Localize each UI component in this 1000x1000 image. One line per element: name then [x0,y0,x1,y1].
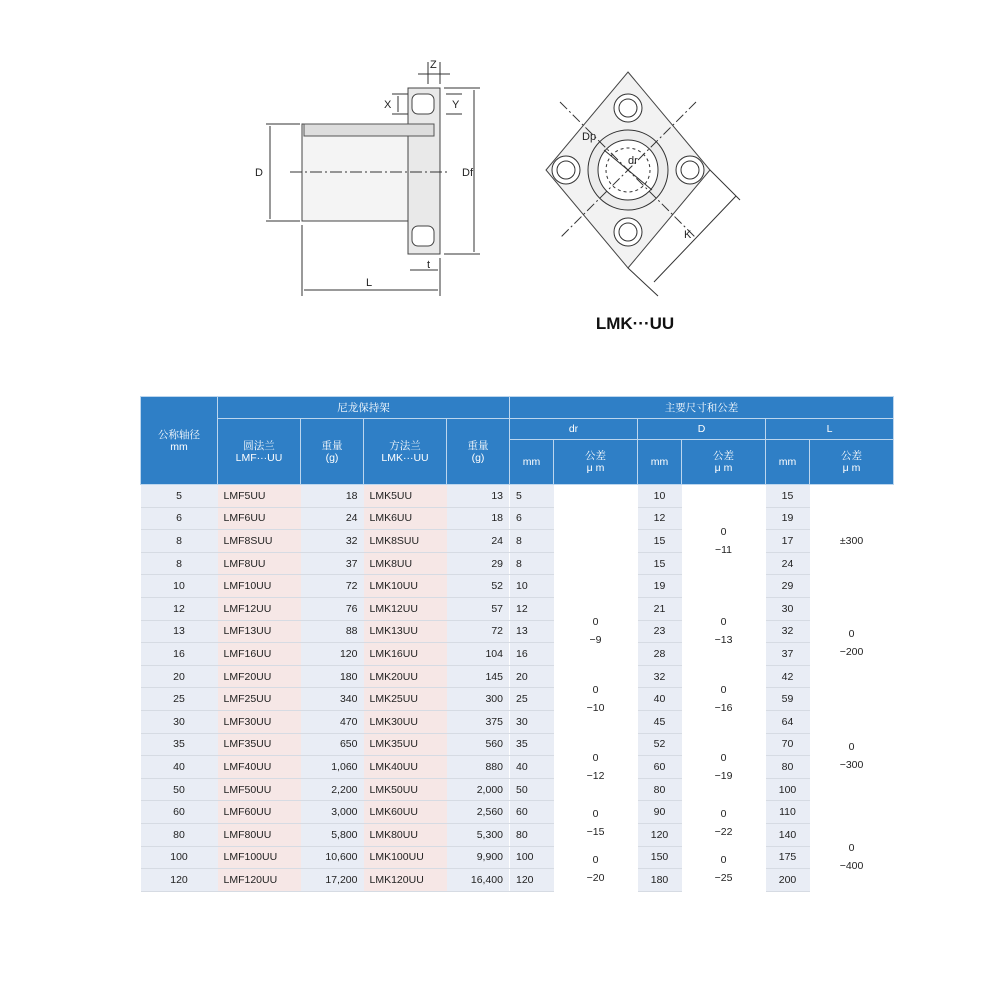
table-row [141,710,894,733]
D-mm-cell: 23 [638,620,682,643]
lmf-model-cell: LMF13UU [218,620,301,643]
D-tolerance-upper: 0 [720,526,727,539]
D-mm-cell: 19 [638,575,682,598]
header-dr: dr [510,419,638,440]
D-tolerance-upper: 0 [720,684,727,697]
front-view [546,72,740,296]
D-tolerance-cell [682,846,766,891]
D-tolerance-upper: 0 [720,751,727,764]
header-L-mm: mm [766,440,810,485]
dr-mm-cell: 35 [510,733,554,756]
lmf-weight-cell: 72 [301,575,364,598]
L-mm-cell: 19 [766,507,810,530]
shaft-diameter-cell: 50 [141,778,218,801]
lmf-weight-cell: 650 [301,733,364,756]
lmf-weight-cell: 5,800 [301,823,364,846]
L-mm-cell: 59 [766,688,810,711]
lmk-weight-cell: 29 [447,552,510,575]
lmf-model-cell: LMF30UU [218,710,301,733]
lmf-model-cell: LMF16UU [218,643,301,666]
shaft-diameter-cell: 120 [141,869,218,892]
lmk-model-cell: LMK50UU [364,778,447,801]
shaft-diameter-cell: 16 [141,643,218,666]
header-L: L [766,419,894,440]
dr-tolerance-cell [554,733,638,801]
header-nylon-cage: 尼龙保持架 [218,397,510,419]
lmk-model-cell: LMK120UU [364,869,447,892]
dr-mm-cell: 6 [510,507,554,530]
lmk-model-cell: LMK80UU [364,823,447,846]
header-round-flange: 圆法兰 LMF···UU [218,419,301,485]
D-tolerance-upper: 0 [720,808,727,821]
table-row [141,620,894,643]
lmk-weight-cell: 72 [447,620,510,643]
L-mm-cell: 37 [766,643,810,666]
L-mm-cell: 200 [766,869,810,892]
L-mm-cell: 110 [766,801,810,824]
D-tolerance-lower: −16 [714,702,733,715]
L-tolerance-upper: 0 [848,627,855,640]
dr-tolerance-lower: −12 [586,769,605,782]
dr-mm-cell: 80 [510,823,554,846]
dr-tolerance-cell [554,801,638,846]
D-mm-cell: 15 [638,552,682,575]
D-mm-cell: 45 [638,710,682,733]
drawing-caption: LMK···UU [595,314,675,333]
D-mm-cell: 80 [638,778,682,801]
shaft-diameter-cell: 10 [141,575,218,598]
D-mm-cell: 15 [638,530,682,553]
L-tolerance-cell [810,823,894,891]
shaft-diameter-cell: 13 [141,620,218,643]
table-row [141,823,894,846]
lmf-weight-cell: 10,600 [301,846,364,869]
L-tolerance-cell [810,485,894,598]
table-row [141,507,894,530]
lmk-model-cell: LMK20UU [364,665,447,688]
lmf-model-cell: LMF20UU [218,665,301,688]
header-nominal-shaft: 公称轴径 mm [141,397,218,485]
D-tolerance-cell [682,485,766,598]
L-tolerance-cell [810,597,894,687]
L-mm-cell: 42 [766,665,810,688]
D-mm-cell: 120 [638,823,682,846]
shaft-diameter-cell: 6 [141,507,218,530]
shaft-diameter-cell: 20 [141,665,218,688]
L-tolerance-upper: 0 [848,842,855,855]
lmk-model-cell: LMK6UU [364,507,447,530]
dr-tolerance-upper: 0 [592,616,599,629]
lmf-weight-cell: 17,200 [301,869,364,892]
header-D-tol: 公差 μ m [682,440,766,485]
lmf-weight-cell: 18 [301,485,364,508]
lmk-weight-cell: 880 [447,756,510,779]
shaft-diameter-cell: 40 [141,756,218,779]
dr-mm-cell: 8 [510,552,554,575]
dr-mm-cell: 120 [510,869,554,892]
lmf-weight-cell: 1,060 [301,756,364,779]
lmf-weight-cell: 120 [301,643,364,666]
D-tolerance-upper: 0 [720,853,727,866]
header-D-mm: mm [638,440,682,485]
dr-mm-cell: 10 [510,575,554,598]
lmf-weight-cell: 3,000 [301,801,364,824]
lmf-model-cell: LMF10UU [218,575,301,598]
D-tolerance-cell [682,597,766,665]
dr-mm-cell: 5 [510,485,554,508]
L-mm-cell: 140 [766,823,810,846]
L-mm-cell: 32 [766,620,810,643]
shaft-diameter-cell: 5 [141,485,218,508]
dr-mm-cell: 60 [510,801,554,824]
D-mm-cell: 32 [638,665,682,688]
D-mm-cell: 12 [638,507,682,530]
L-tolerance-lower: −400 [839,860,864,873]
label-k: K [684,229,692,241]
table-row [141,665,894,688]
lmf-weight-cell: 76 [301,597,364,620]
L-mm-cell: 70 [766,733,810,756]
lmk-model-cell: LMK60UU [364,801,447,824]
table-row [141,778,894,801]
shaft-diameter-cell: 8 [141,552,218,575]
dr-tolerance-lower: −20 [586,871,605,884]
D-mm-cell: 150 [638,846,682,869]
shaft-diameter-cell: 80 [141,823,218,846]
lmf-weight-cell: 470 [301,710,364,733]
lmf-model-cell: LMF60UU [218,801,301,824]
lmf-model-cell: LMF5UU [218,485,301,508]
table-row [141,575,894,598]
D-mm-cell: 60 [638,756,682,779]
label-d: D [255,167,263,179]
lmk-weight-cell: 24 [447,530,510,553]
lmf-weight-cell: 88 [301,620,364,643]
L-tolerance-cell [810,688,894,824]
lmk-model-cell: LMK8UU [364,552,447,575]
dr-mm-cell: 13 [510,620,554,643]
D-tolerance-cell [682,801,766,846]
D-mm-cell: 21 [638,597,682,620]
lmf-weight-cell: 340 [301,688,364,711]
label-t: t [427,259,431,271]
dr-mm-cell: 8 [510,530,554,553]
D-tolerance-lower: −13 [714,634,733,647]
header-weight-lmk: 重量 (g) [447,419,510,485]
dr-mm-cell: 12 [510,597,554,620]
shaft-diameter-cell: 60 [141,801,218,824]
dr-tolerance-cell [554,665,638,733]
lmk-weight-cell: 9,900 [447,846,510,869]
lmk-weight-cell: 2,560 [447,801,510,824]
table-row [141,756,894,779]
dr-mm-cell: 30 [510,710,554,733]
D-tolerance-lower: −22 [714,826,733,839]
header-D: D [638,419,766,440]
lmf-weight-cell: 2,200 [301,778,364,801]
technical-drawing [0,0,1000,360]
label-x: X [384,99,392,111]
lmf-weight-cell: 37 [301,552,364,575]
header-dr-mm: mm [510,440,554,485]
L-tolerance-upper: 0 [848,740,855,753]
table-row [141,869,894,892]
label-z: Z [430,59,437,71]
L-mm-cell: 15 [766,485,810,508]
header-weight-lmf: 重量 (g) [301,419,364,485]
lmk-weight-cell: 52 [447,575,510,598]
dr-mm-cell: 25 [510,688,554,711]
bearing-drawing-svg [0,0,1000,360]
L-mm-cell: 100 [766,778,810,801]
lmk-weight-cell: 2,000 [447,778,510,801]
lmk-weight-cell: 375 [447,710,510,733]
flange-hole-lower [412,226,434,246]
lmk-weight-cell: 13 [447,485,510,508]
lmf-weight-cell: 24 [301,507,364,530]
L-tolerance-lower: −300 [839,758,864,771]
ball-track [304,124,434,136]
lmf-weight-cell: 32 [301,530,364,553]
spec-table [140,396,894,892]
L-mm-cell: 29 [766,575,810,598]
L-tolerance-lower: −200 [839,645,864,658]
L-tolerance-upper: ±300 [839,535,864,548]
lmf-model-cell: LMF100UU [218,846,301,869]
lmk-model-cell: LMK8SUU [364,530,447,553]
shaft-diameter-cell: 30 [141,710,218,733]
side-view [266,62,480,296]
header-dr-tol: 公差 μ m [554,440,638,485]
table-row [141,688,894,711]
dr-tolerance-cell [554,846,638,891]
dr-tolerance-upper: 0 [592,684,599,697]
L-mm-cell: 80 [766,756,810,779]
L-mm-cell: 24 [766,552,810,575]
D-mm-cell: 40 [638,688,682,711]
dr-mm-cell: 40 [510,756,554,779]
label-y: Y [452,99,460,111]
lmf-weight-cell: 180 [301,665,364,688]
lmf-model-cell: LMF8UU [218,552,301,575]
header-main-dimensions: 主要尺寸和公差 [510,397,894,419]
dr-mm-cell: 100 [510,846,554,869]
table-row [141,846,894,869]
lmk-model-cell: LMK5UU [364,485,447,508]
table-row [141,552,894,575]
D-tolerance-lower: −11 [714,544,733,557]
lmf-model-cell: LMF50UU [218,778,301,801]
D-tolerance-cell [682,733,766,801]
lmk-weight-cell: 104 [447,643,510,666]
L-mm-cell: 17 [766,530,810,553]
D-mm-cell: 10 [638,485,682,508]
lmk-model-cell: LMK40UU [364,756,447,779]
table-row [141,485,894,508]
D-mm-cell: 28 [638,643,682,666]
lmk-weight-cell: 300 [447,688,510,711]
table-row [141,643,894,666]
lmk-model-cell: LMK35UU [364,733,447,756]
label-l: L [366,277,373,289]
label-df: Df [462,167,473,179]
L-mm-cell: 64 [766,710,810,733]
D-tolerance-cell [682,665,766,733]
D-mm-cell: 52 [638,733,682,756]
lmf-model-cell: LMF120UU [218,869,301,892]
lmf-model-cell: LMF25UU [218,688,301,711]
dr-mm-cell: 50 [510,778,554,801]
shaft-diameter-cell: 25 [141,688,218,711]
dr-tolerance-lower: −9 [589,634,602,647]
L-mm-cell: 175 [766,846,810,869]
dr-mm-cell: 16 [510,643,554,666]
lmf-model-cell: LMF35UU [218,733,301,756]
dr-tolerance-upper: 0 [592,808,599,821]
lmk-weight-cell: 5,300 [447,823,510,846]
dr-tolerance-lower: −10 [586,702,605,715]
label-dr: dr [628,155,638,167]
dr-tolerance-lower: −15 [586,826,605,839]
shaft-diameter-cell: 35 [141,733,218,756]
lmk-weight-cell: 560 [447,733,510,756]
D-tolerance-upper: 0 [720,616,727,629]
lmf-model-cell: LMF8SUU [218,530,301,553]
spec-table-body [141,485,894,892]
lmk-model-cell: LMK12UU [364,597,447,620]
lmf-model-cell: LMF40UU [218,756,301,779]
lmk-model-cell: LMK30UU [364,710,447,733]
lmf-model-cell: LMF6UU [218,507,301,530]
shaft-diameter-cell: 8 [141,530,218,553]
flange-hole-upper [412,94,434,114]
lmk-weight-cell: 18 [447,507,510,530]
L-mm-cell: 30 [766,597,810,620]
lmk-model-cell: LMK13UU [364,620,447,643]
lmk-model-cell: LMK10UU [364,575,447,598]
table-row [141,733,894,756]
dr-tolerance-upper: 0 [592,751,599,764]
lmk-model-cell: LMK25UU [364,688,447,711]
header-L-tol: 公差 μ m [810,440,894,485]
D-tolerance-lower: −25 [714,871,733,884]
dr-tolerance-cell [554,485,638,598]
lmf-model-cell: LMF80UU [218,823,301,846]
dr-tolerance-upper: 0 [592,853,599,866]
header-square-flange: 方法兰 LMK···UU [364,419,447,485]
lmk-model-cell: LMK100UU [364,846,447,869]
lmk-weight-cell: 57 [447,597,510,620]
shaft-diameter-cell: 100 [141,846,218,869]
dr-tolerance-cell [554,597,638,665]
D-mm-cell: 180 [638,869,682,892]
table-row [141,530,894,553]
lmk-model-cell: LMK16UU [364,643,447,666]
dr-mm-cell: 20 [510,665,554,688]
label-dp: Dp [582,131,597,143]
lmf-model-cell: LMF12UU [218,597,301,620]
lmk-weight-cell: 16,400 [447,869,510,892]
D-mm-cell: 90 [638,801,682,824]
shaft-diameter-cell: 12 [141,597,218,620]
lmk-weight-cell: 145 [447,665,510,688]
table-row [141,801,894,824]
D-tolerance-lower: −19 [714,769,733,782]
table-row [141,597,894,620]
